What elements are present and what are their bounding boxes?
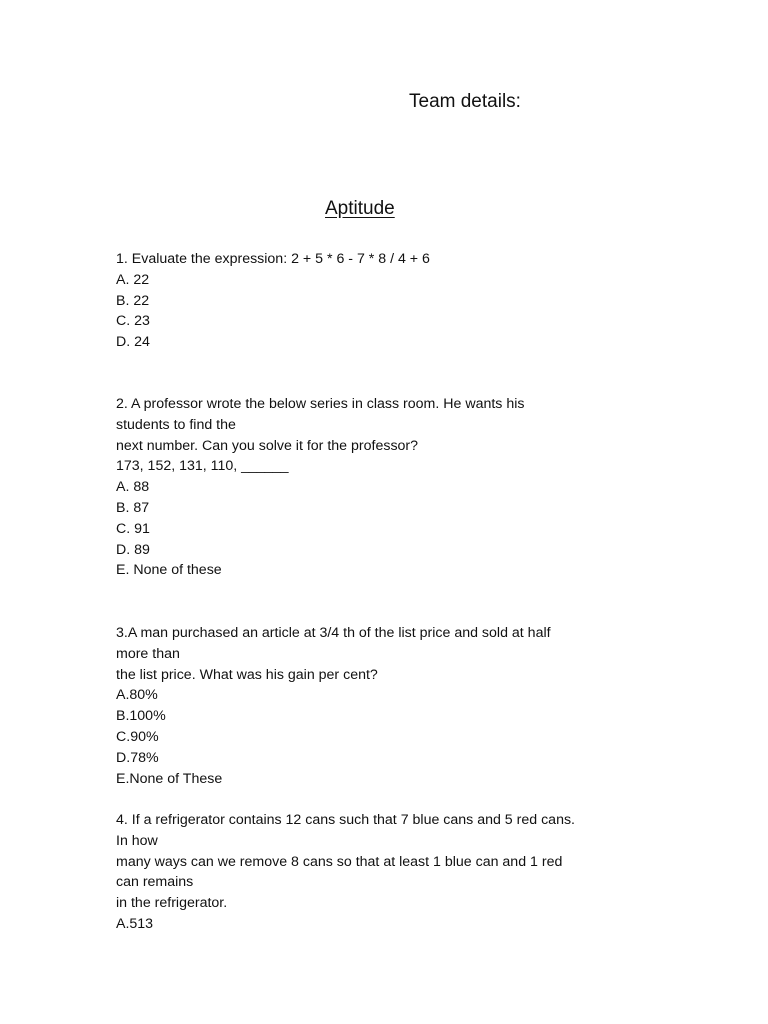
answer-option: C.90% [116,728,159,745]
question-series: 173, 152, 131, 110, ______ [116,458,289,475]
question-2 [116,394,676,581]
answer-option: D. 24 [116,334,150,351]
answer-option: E.None of These [116,770,223,787]
answer-option: C. 23 [116,313,150,330]
answer-option: A. 22 [116,271,150,288]
question-4 [116,810,676,935]
answer-option: C. 91 [116,520,150,537]
question-text: In how [116,832,158,849]
question-3 [116,623,676,789]
section-title-aptitude: Aptitude [325,198,395,219]
question-text: 2. A professor wrote the below series in class room. He wants his [116,396,525,412]
team-details-heading: Team details: [409,91,521,112]
question-text: 3.A man purchased an article at 3/4 th of the list price and sold at half [116,625,551,641]
answer-option: A.513 [116,915,154,932]
question-text: more than [116,645,180,662]
answer-option: B.100% [116,708,166,725]
question-text: 1. Evaluate the expression: 2 + 5 * 6 - 7 * 8 / 4 + 6 [116,251,430,267]
question-text: the list price. What was his gain per cent? [116,666,378,683]
question-text: next number. Can you solve it for the professor? [116,437,419,454]
question-text: in the refrigerator. [116,895,228,912]
question-text: 4. If a refrigerator contains 12 cans such that 7 blue cans and 5 red cans. [116,812,576,828]
answer-option: D.78% [116,749,159,766]
question-text: students to find the [116,416,236,433]
answer-option: D. 89 [116,541,150,558]
answer-option: B. 87 [116,499,150,516]
question-1 [116,249,676,353]
answer-option: A.80% [116,687,158,704]
question-text: can remains [116,874,194,891]
question-text: many ways can we remove 8 cans so that at least 1 blue can and 1 red [116,853,563,870]
answer-option: B. 22 [116,292,150,309]
answer-option: A. 88 [116,479,150,496]
answer-option: E. None of these [116,562,222,579]
